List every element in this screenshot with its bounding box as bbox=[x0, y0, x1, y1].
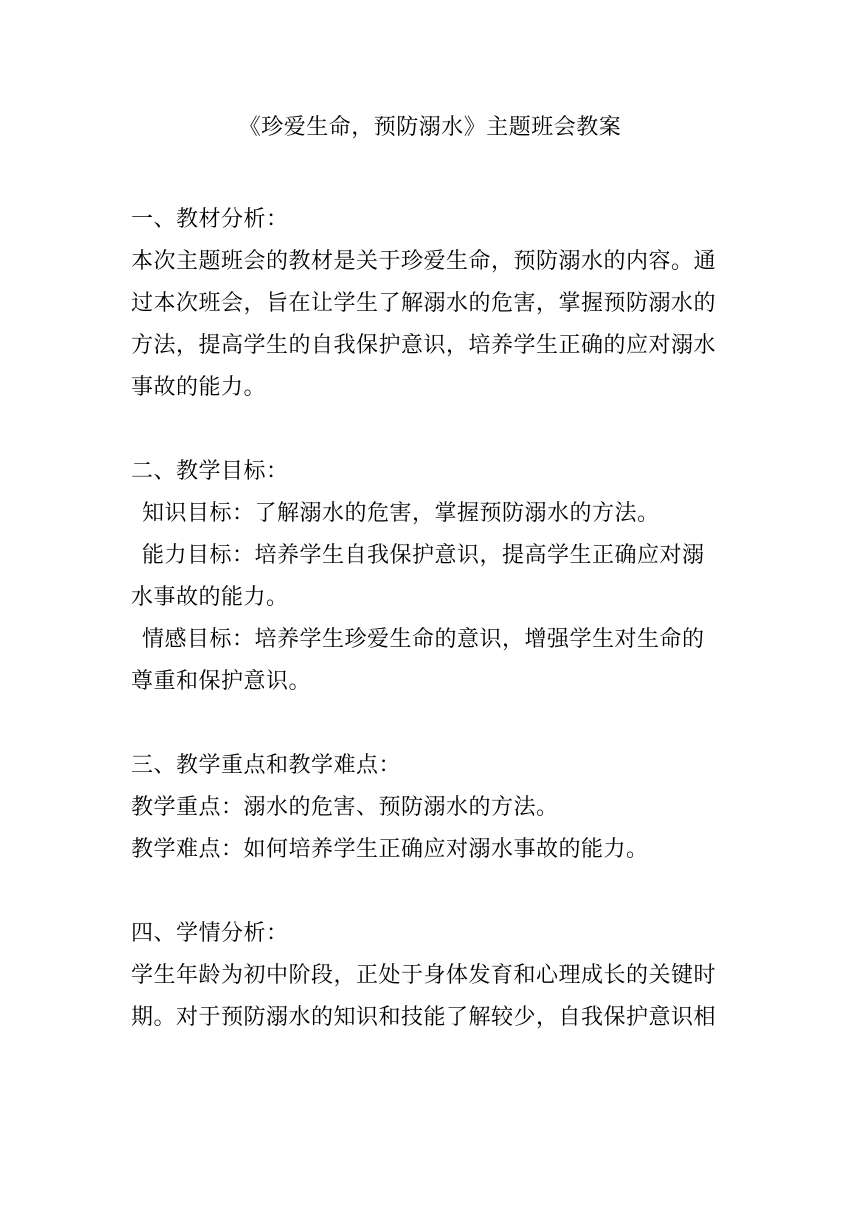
document-title: 《珍爱生命，预防溺水》主题班会教案 bbox=[238, 115, 622, 140]
section-spacer bbox=[131, 708, 731, 750]
paragraph-line: 教学重点：溺水的危害、预防溺水的方法。 bbox=[131, 795, 559, 820]
objective-line-knowledge: 知识目标：了解溺水的危害，掌握预防溺水的方法。 bbox=[142, 501, 660, 526]
section-heading: 二、教学目标： bbox=[131, 459, 289, 484]
objective-line-emotion: 情感目标：培养学生珍爱生命的意识，增强学生对生命的 bbox=[142, 627, 705, 652]
objective-line-ability: 能力目标：培养学生自我保护意识，提高学生正确应对溺 bbox=[142, 543, 705, 568]
paragraph-line: 期。对于预防溺水的知识和技能了解较少，自我保护意识相 bbox=[131, 1005, 717, 1030]
section-textbook-analysis bbox=[131, 204, 731, 404]
paragraph-line: 学生年龄为初中阶段，正处于身体发育和心理成长的关键时 bbox=[131, 963, 717, 988]
section-heading: 三、教学重点和教学难点： bbox=[131, 753, 402, 778]
section-spacer bbox=[131, 876, 731, 918]
paragraph-line: 尊重和保护意识。 bbox=[131, 669, 312, 694]
document-body bbox=[131, 204, 731, 1044]
section-heading: 四、学情分析： bbox=[131, 921, 289, 946]
paragraph-line: 方法，提高学生的自我保护意识，培养学生正确的应对溺水 bbox=[131, 333, 717, 358]
section-key-points bbox=[131, 750, 731, 866]
paragraph-line: 水事故的能力。 bbox=[131, 585, 289, 610]
section-student-analysis bbox=[131, 918, 731, 1034]
paragraph-line: 教学难点：如何培养学生正确应对溺水事故的能力。 bbox=[131, 837, 649, 862]
paragraph-line: 过本次班会，旨在让学生了解溺水的危害，掌握预防溺水的 bbox=[131, 291, 717, 316]
paragraph-line: 本次主题班会的教材是关于珍爱生命，预防溺水的内容。通 bbox=[131, 249, 717, 274]
section-teaching-objectives bbox=[131, 456, 731, 698]
section-heading: 一、教材分析： bbox=[131, 207, 289, 232]
paragraph-line: 事故的能力。 bbox=[131, 375, 267, 400]
section-spacer bbox=[131, 414, 731, 456]
